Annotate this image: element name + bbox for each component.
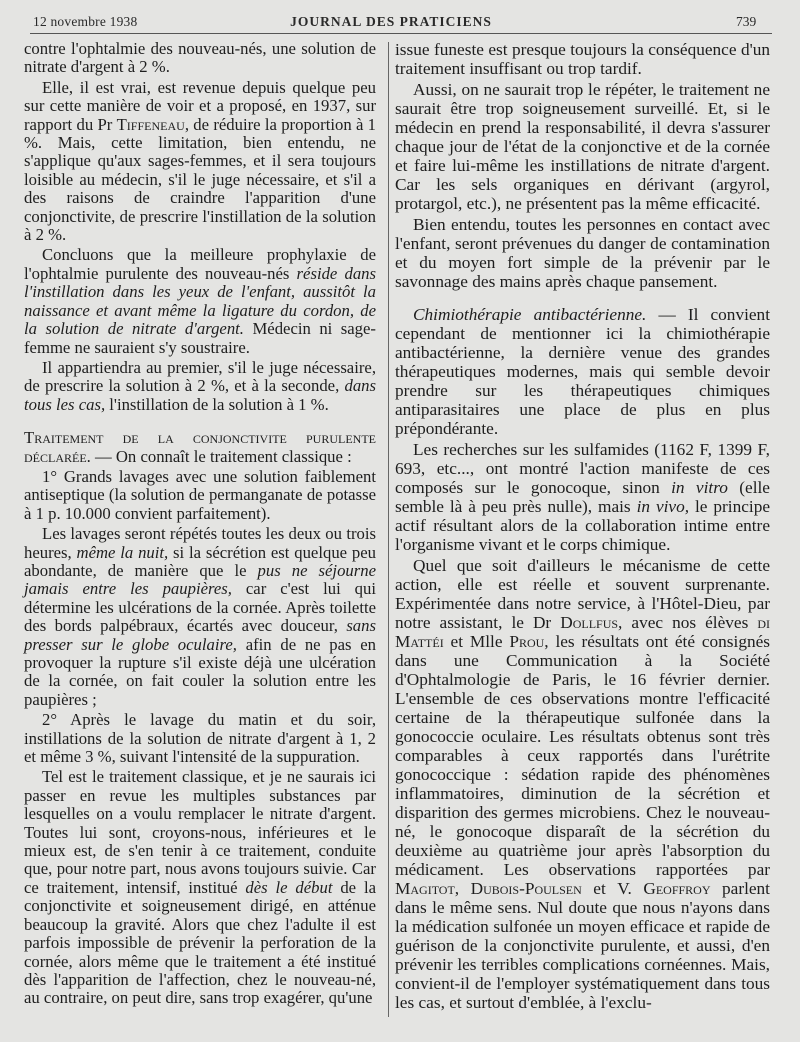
paragraph: Il appartiendra au premier, s'il le juge nécessaire, de prescrire la solution à 2 %, et à la seconde, dans tous les cas, l'instillation de la solution à 1 %.: [24, 357, 376, 414]
paragraph: Tel est le traitement classique, et je ne saurais ici passer en revue les multiples substances par lesquelles on a voulu remplacer le nitrate d'argent. Toutes lui sont, croyons-nous, inférieures et le mieux est, de s'en tenir à ce traitement, conduite que, pour notre part, nous avons toujours suivie. Car ce traitement, intensif, institué dès le début de la conjonctivite et soigneusement dirigé, en atténue beaucoup la gravité. Alors que chez l'adulte il est parfois impossible de prévenir la perforation de la cornée, alors même que le traitement a été institué dès l'apparition de l'affection, chez le nouveau-né, au contraire, on peut dire, sans trop exagérer, qu'une: [24, 767, 376, 1008]
page-header: [0, 10, 800, 32]
left-column: [24, 40, 376, 1010]
paragraph: contre l'ophtalmie des nouveau-nés, une solution de nitrate d'argent à 2 %.: [24, 39, 376, 77]
author-name: Tiffeneau: [116, 114, 185, 134]
paragraph: Quel que soit d'ailleurs le mécanisme de cette action, elle est réelle et souvent surprenante. Expérimentée dans notre service, à l'Hôtel-Dieu, par notre assistant, le Dr Dollfus, avec nos élèves di Mattéi et Mlle Prou, les résultats ont été consignés dans une Communication à la Société d'Ophtalmologie de Paris, le 16 février dernier. L'ensemble de ces observations montre l'efficacité certaine de la thérapeutique sulfonée dans la gonococcie oculaire. Les résultats obtenus sont très comparables à ceux rapportés dans l'urétrite gonococcique : sédation rapide des phénomènes inflammatoires, diminution de la sécrétion et disparition des germes microbiens. Chez le nouveau-né, le gonocoque disparaît de la sécrétion du deuxième au quatrième jour après l'absorption du médicament. Les observations rapportées par Magitot, Dubois-Poulsen et V. Geoffroy parlent dans le même sens. Nul doute que nous n'ayons dans la médication sulfonée un moyen efficace et rapide de guérison de la conjonctivite purulente, et aussi, d'en prévenir les terribles complications cornéennes. Mais, convient-il de l'employer systématiquement dans tous les cas, et surtout d'emblée, à l'exclu-: [395, 556, 770, 1012]
section-title: Chimiothérapie antibactérienne.: [413, 305, 647, 324]
paragraph: Elle, il est vrai, est revenue depuis quelque peu sur cette manière de voir et a proposé, en 1937, sur rapport du Pr Tiffeneau, de réduire la proportion à 1 %. Mais, cette limitation, bien entendu, ne s'applique qu'aux sages-femmes, et il sera toujours loisible au médecin, s'il le juge nécessaire, et s'il a des raisons de craindre l'apparition d'une conjonctivite, de prescrire l'instillation de la solution à 2 %.: [24, 77, 376, 245]
paragraph: Chimiothérapie antibactérienne. — Il convient cependant de mentionner ici la chimiothérapie antibactérienne, la dernière venue des grandes thérapeutiques modernes, mais qui semble devoir prendre sur les thérapeutiques chimiques antiparasitaires une place de plus en plus prépondérante.: [395, 305, 770, 438]
paragraph: issue funeste est presque toujours la conséquence d'un traitement insuffisant ou trop tardif.: [395, 40, 770, 78]
section-title: Traitement de la conjonctivite purulente déclarée.: [24, 428, 376, 466]
paragraph: Les lavages seront répétés toutes les deux ou trois heures, même la nuit, si la sécrétion est quelque peu abondante, de manière que le pus ne séjourne jamais entre les paupières, car c'est lui qui détermine les ulcérations de la cornée. Après toilette des bords palpébraux, écartés avec douceur, sans presser sur le globe oculaire, afin de ne pas en provoquer la rupture s'il existe déjà une ulcération de la cornée, on fait couler la solution entre les paupières ;: [24, 524, 377, 709]
paragraph: Aussi, on ne saurait trop le répéter, le traitement ne saurait être trop soigneusement surveillé. Et, si le médecin en prend la responsabilité, il devra s'assurer chaque jour de l'état de la conjonctive et de la cornée et faire lui-même les instillations de nitrate d'argent. Car les sels organiques en dérivant (argyrol, protargol, etc.), ne présentent pas la même efficacité.: [395, 80, 770, 213]
column-divider: [388, 42, 389, 1017]
right-column: [395, 40, 770, 1014]
section-heading: Traitement de la conjonctivite purulente déclarée. — On connaît le traitement classique :: [24, 428, 376, 466]
paragraph: Bien entendu, toutes les personnes en contact avec l'enfant, seront prévenues du danger de contamination et du moyen fort simple de la prévenir par le savonnage des mains après chaque pansement.: [395, 215, 770, 291]
page-number: 739: [736, 14, 757, 29]
paragraph: Concluons que la meilleure prophylaxie de l'ophtalmie purulente des nouveau-nés réside dans l'instillation dans les yeux de l'enfant, aussitôt la naissance et avant même la ligature du cordon, de la solution de nitrate d'argent. Médecin ni sage-femme ne sauraient s'y soustraire.: [24, 245, 376, 357]
header-date: 12 novembre 1938: [33, 14, 138, 29]
paragraph: 1° Grands lavages avec une solution faiblement antiseptique (la solution de permanganate de potasse à 1 p. 10.000 convient parfaitement).: [24, 466, 376, 523]
journal-title: JOURNAL DES PRATICIENS: [290, 14, 492, 29]
header-rule: [30, 33, 772, 34]
paragraph: 2° Après le lavage du matin et du soir, instillations de la solution de nitrate d'argent à 1, 2 et même 3 %, suivant l'intensité de la suppuration.: [24, 710, 376, 767]
paragraph: Les recherches sur les sulfamides (1162 F, 1399 F, 693, etc..., ont montré l'action manifeste de ces composés sur le gonocoque, sinon in vitro (elle semble là à peu près nulle), mais in vivo, le principe actif résultant alors de la collaboration intime entre l'organisme vivant et le corps chimique.: [395, 440, 771, 554]
